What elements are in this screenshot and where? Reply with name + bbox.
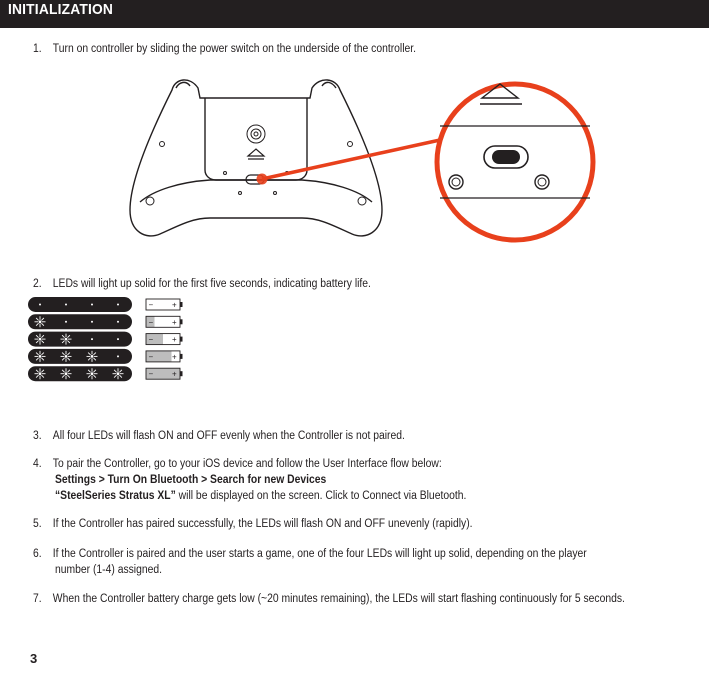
led-lit-icon xyxy=(61,368,72,379)
step-4 xyxy=(33,456,442,472)
page-number: 3 xyxy=(30,651,38,666)
battery-plus: + xyxy=(172,335,177,345)
step-text: When the Controller battery charge gets low (~20 minutes remaining), the LEDs will start flashing continuously for 5 seconds. xyxy=(52,593,625,605)
led-off-icon xyxy=(117,355,119,357)
controller-illustration xyxy=(120,70,680,248)
section-title: INITIALIZATION xyxy=(8,1,114,18)
step-4-path xyxy=(55,472,326,488)
step-number: 3. xyxy=(33,430,42,442)
step-2 xyxy=(33,276,371,292)
led-off-icon xyxy=(91,338,93,340)
led-row xyxy=(28,349,183,364)
step-number: 6. xyxy=(33,548,42,560)
screw-icons xyxy=(146,142,366,206)
device-name: “SteelSeries Stratus XL” xyxy=(55,490,176,502)
led-battery-grid xyxy=(28,296,198,382)
led-lit-icon xyxy=(35,351,46,362)
led-lit-icon xyxy=(35,316,46,327)
battery-minus: − xyxy=(148,335,154,345)
led-lit-icon xyxy=(35,334,46,345)
step-number: 7. xyxy=(33,593,42,605)
battery-terminal xyxy=(180,302,183,307)
led-row xyxy=(28,297,183,312)
step-6 xyxy=(33,546,587,562)
step-number: 2. xyxy=(33,278,42,290)
step-text: If the Controller has paired successfully, the LEDs will flash ON and OFF unevenly (rapidly). xyxy=(52,518,473,530)
zoom-callout xyxy=(437,84,593,240)
section-header xyxy=(0,0,709,28)
step-text: number (1-4) assigned. xyxy=(55,564,163,576)
led-off-icon xyxy=(117,304,119,306)
step-text: Turn on controller by sliding the power switch on the underside of the controller. xyxy=(52,43,417,55)
led-off-icon xyxy=(39,304,41,306)
led-lit-icon xyxy=(61,334,72,345)
eject-icon xyxy=(248,149,264,159)
led-lit-icon xyxy=(35,368,46,379)
step-6-continued xyxy=(55,562,162,578)
battery-terminal xyxy=(180,319,183,324)
led-row xyxy=(28,366,183,381)
step-number: 1. xyxy=(33,43,42,55)
led-row xyxy=(28,314,183,329)
battery-minus: − xyxy=(148,300,154,310)
led-row xyxy=(28,332,183,347)
controller-outline xyxy=(130,80,382,236)
battery-terminal xyxy=(180,354,183,359)
battery-plus: + xyxy=(172,369,177,379)
step-text: All four LEDs will flash ON and OFF evenly when the Controller is not paired. xyxy=(52,430,405,442)
step-7 xyxy=(33,591,625,607)
step-text: If the Controller is paired and the user starts a game, one of the four LEDs will light up solid, depending on the player xyxy=(52,548,587,560)
battery-plus: + xyxy=(172,317,177,327)
led-off-icon xyxy=(91,304,93,306)
battery-minus: − xyxy=(148,369,154,379)
led-off-icon xyxy=(91,321,93,323)
led-lit-icon xyxy=(113,368,124,379)
led-lit-icon xyxy=(87,351,98,362)
step-number: 5. xyxy=(33,518,42,530)
step-1 xyxy=(33,41,416,57)
step-4-device-name xyxy=(55,488,466,504)
led-off-icon xyxy=(65,304,67,306)
step-number: 4. xyxy=(33,458,42,470)
steelseries-logo-icon xyxy=(247,125,265,143)
battery-plus: + xyxy=(172,300,177,310)
led-off-icon xyxy=(117,338,119,340)
step-5 xyxy=(33,516,473,532)
step-text: To pair the Controller, go to your iOS device and follow the User Interface flow below: xyxy=(52,458,442,470)
led-lit-icon xyxy=(61,351,72,362)
battery-terminal xyxy=(180,371,183,376)
step-3 xyxy=(33,428,405,444)
battery-plus: + xyxy=(172,352,177,362)
pairing-path: Settings > Turn On Bluetooth > Search for new Devices xyxy=(55,474,327,486)
led-off-icon xyxy=(65,321,67,323)
led-lit-icon xyxy=(87,368,98,379)
led-off-icon xyxy=(117,321,119,323)
led-strip xyxy=(28,297,132,312)
step-text: LEDs will light up solid for the first five seconds, indicating battery life. xyxy=(52,278,371,290)
battery-minus: − xyxy=(148,352,154,362)
device-name-note: will be displayed on the screen. Click to Connect via Bluetooth. xyxy=(175,490,467,502)
battery-minus: − xyxy=(148,317,154,327)
battery-terminal xyxy=(180,337,183,342)
